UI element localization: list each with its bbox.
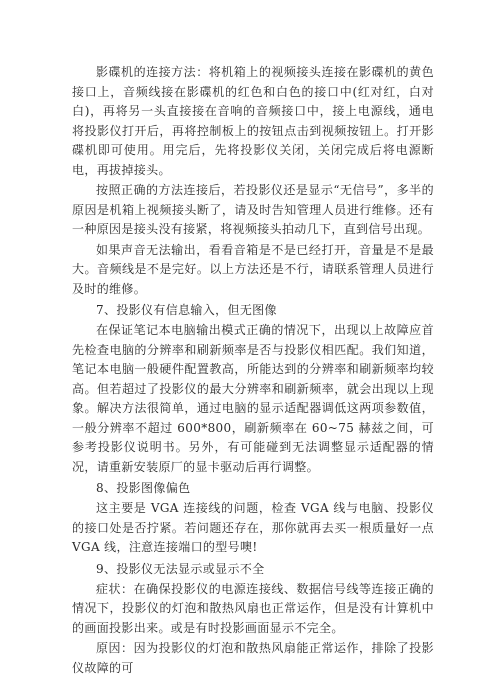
paragraph-vga-cable: 这主要是 VGA 连接线的问题，检查 VGA 线与电脑、投影仪的接口处是否拧紧。若问题还存在，那你就再去买一根质量好一点 VGA 线，注意连接端口的型号噢! (72, 501, 434, 554)
paragraph-no-sound: 如果声音无法输出，看看音箱是不是已经打开，音量是不是最大。音频线是不是完好。以上方法还是不行，请联系管理人员进行及时的维修。 (72, 242, 434, 296)
section-heading-9: 9、投影仪无法显示或显示不全 (96, 561, 265, 576)
section-heading-8: 8、投影图像偏色 (96, 481, 191, 495)
paragraph-cause: 原因：因为投影仪的灯泡和散热风扇能正常运作，排除了投影仪故障的可 (72, 641, 434, 675)
paragraph-resolution: 在保证笔记本电脑输出模式正确的情况下，出现以上故障应首先检查电脑的分辨率和刷新频率是否与投影仪相匹配。我们知道，笔记本电脑一般硬件配置教高，所能达到的分辨率和刷新频率均较高。但若超过了投影仪的最大分辨率和刷新频率，就会出现以上现象。解决方法很简单，通过电脑的显示适配器调低这两项参数值，一般分辨率不超过 600*800，刷新频率在 60~75 赫兹之间，可参考投影仪说明书。另外，有可能碰到无法调整显示适配器的情况，请重新安装原厂的显卡驱动后再行调整。 (72, 323, 434, 474)
section-heading-7: 7、投影仪有信息输入，但无图像 (96, 303, 277, 317)
paragraph-no-signal: 按照正确的方法连接后，若投影仪还是显示“无信号”，多半的原因是机箱上视频接头断了，请及时告知管理人员进行维修。还有一种原因是接头没有接紧，将视频接头拍动几下，直到信号出现。 (72, 183, 434, 236)
paragraph-dvd-connection: 影碟机的连接方法：将机箱上的视频接头连接在影碟机的黄色接口上，音频线接在影碟机的红色和白色的接口中(红对红，白对白)，再将另一头直接接在音响的音频接口中，接上电源线，通电将投影仪打开后，再将控制板上的按钮点击到视频按钮上。打开影碟机即可使用。用完后，先将投影仪关闭，关闭完成后将电源断电，再拔掉接头。 (72, 65, 434, 177)
document-body (72, 63, 434, 678)
paragraph-symptom: 症状：在确保投影仪的电源连接线、数据信号线等连接正确的情况下，投影仪的灯泡和散热风扇也正常运作，但是没有计算机中的画面投影出来。或是有时投影画面显示不完全。 (72, 581, 434, 635)
